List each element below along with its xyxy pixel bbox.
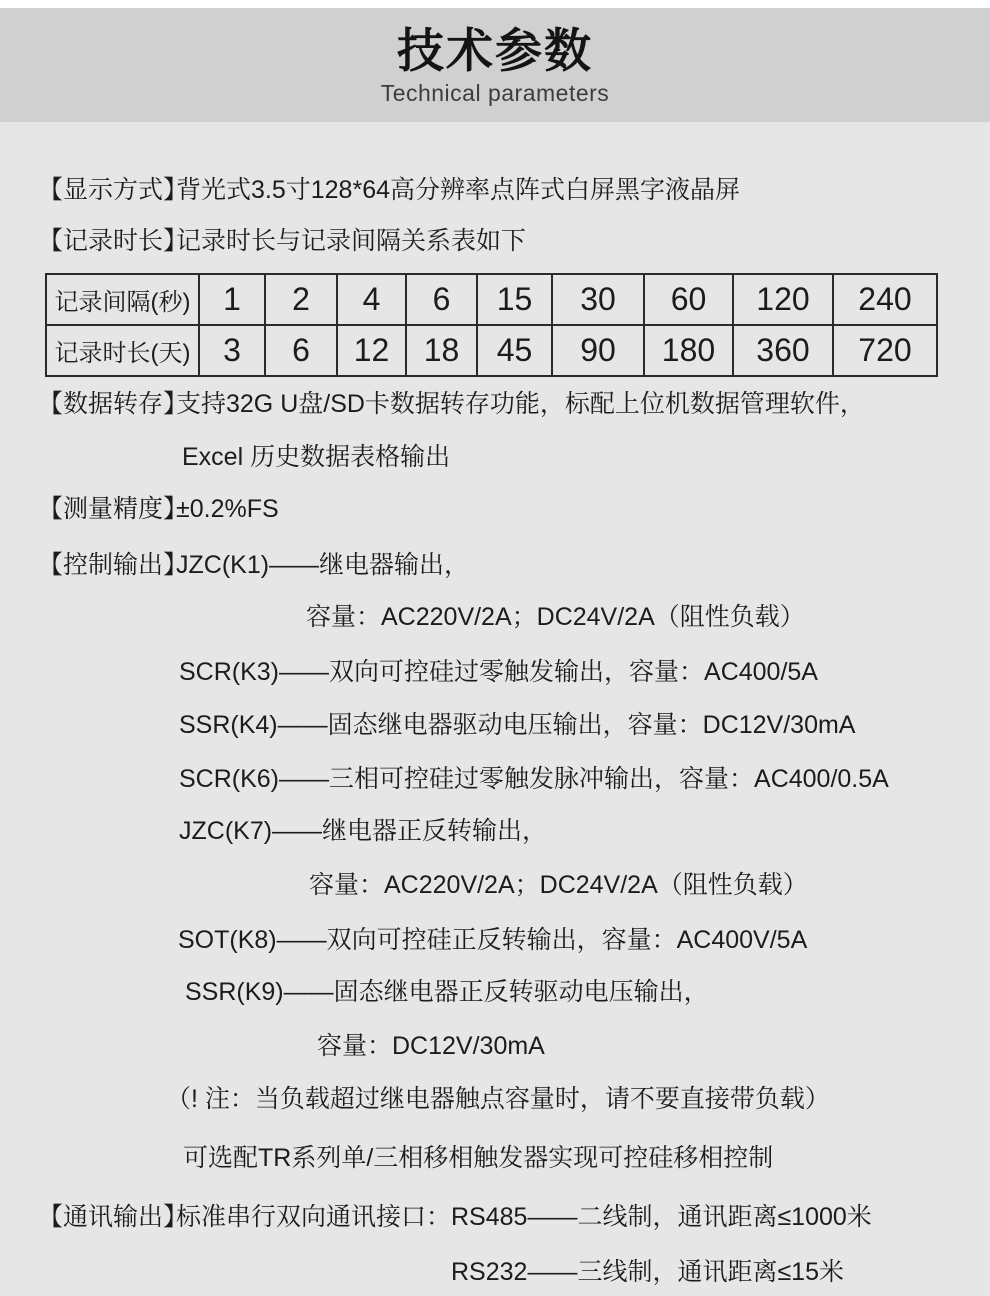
section-accuracy <box>38 492 279 526</box>
table-cell: 2 <box>265 274 337 325</box>
top-white-strip <box>0 0 990 8</box>
section-label: 【通讯输出】 <box>38 1203 189 1231</box>
capacity-text: 容量：DC12V/30mA <box>317 1032 545 1060</box>
table-cell: 45 <box>477 325 552 376</box>
control-k8 <box>178 923 807 957</box>
page-title: 技术参数 <box>397 24 593 77</box>
section-control-output <box>38 548 469 582</box>
table-cell: 12 <box>337 325 406 376</box>
table-row-duration <box>46 325 937 376</box>
comm-rs232-text: RS232——三线制，通讯距离≤15米 <box>451 1258 844 1286</box>
section-text: Excel 历史数据表格输出 <box>182 443 451 471</box>
control-load-note <box>166 1082 830 1116</box>
header-band <box>0 8 990 122</box>
row-header: 记录间隔(秒) <box>46 274 199 325</box>
table-cell: 360 <box>733 325 833 376</box>
control-k8-text: SOT(K8)——双向可控硅正反转输出，容量：AC400V/5A <box>178 926 808 954</box>
control-k4-text: SSR(K4)——固态继电器驱动电压输出，容量：DC12V/30mA <box>179 711 856 739</box>
row-header: 记录时长(天) <box>46 325 199 376</box>
section-data-transfer <box>38 387 865 421</box>
table-row-interval <box>46 274 937 325</box>
section-text: 支持32G U盘/SD卡数据转存功能，标配上位机数据管理软件， <box>176 390 865 418</box>
control-k7-capacity <box>309 868 808 902</box>
optional-text: 可选配TR系列单/三相移相触发器实现可控硅移相控制 <box>183 1144 774 1172</box>
section-comm-output <box>38 1200 872 1234</box>
table-cell: 240 <box>833 274 937 325</box>
table-cell: 30 <box>552 274 644 325</box>
table-cell: 18 <box>406 325 477 376</box>
table-cell: 4 <box>337 274 406 325</box>
section-label: 【控制输出】 <box>38 551 189 579</box>
control-k9-capacity <box>317 1029 545 1063</box>
section-label: 【测量精度】 <box>38 495 189 523</box>
section-label: 【数据转存】 <box>38 390 189 418</box>
table-cell: 6 <box>265 325 337 376</box>
page-subtitle: Technical parameters <box>380 80 610 106</box>
table-cell: 120 <box>733 274 833 325</box>
comm-rs485-text: 标准串行双向通讯接口：RS485——二线制，通讯距离≤1000米 <box>176 1203 872 1231</box>
capacity-text: 容量：AC220V/2A；DC24V/2A（阻性负载） <box>309 871 808 899</box>
control-k6 <box>179 762 889 796</box>
control-k4 <box>179 708 855 742</box>
control-k7 <box>179 814 547 848</box>
section-data-transfer-line2 <box>182 440 450 474</box>
control-k1-capacity <box>306 600 805 634</box>
table-cell: 180 <box>644 325 733 376</box>
control-k7-text: JZC(K7)——继电器正反转输出， <box>179 817 548 845</box>
table-cell: 3 <box>199 325 265 376</box>
section-label: 【显示方式】 <box>38 176 189 204</box>
record-interval-table <box>45 273 938 377</box>
control-k9 <box>185 975 709 1009</box>
control-k9-text: SSR(K9)——固态继电器正反转驱动电压输出， <box>185 978 709 1006</box>
control-k3-text: SCR(K3)——双向可控硅过零触发输出，容量：AC400/5A <box>179 658 818 686</box>
table-cell: 15 <box>477 274 552 325</box>
section-display-mode <box>38 173 740 207</box>
section-text: ±0.2%FS <box>176 495 279 523</box>
capacity-text: 容量：AC220V/2A；DC24V/2A（阻性负载） <box>306 603 805 631</box>
table-cell: 6 <box>406 274 477 325</box>
table-cell: 60 <box>644 274 733 325</box>
control-k1-text: JZC(K1)——继电器输出， <box>176 551 470 579</box>
table-cell: 90 <box>552 325 644 376</box>
control-k3 <box>179 655 818 689</box>
comm-rs232 <box>451 1255 844 1289</box>
section-record-length <box>38 224 526 258</box>
control-k6-text: SCR(K6)——三相可控硅过零触发脉冲输出，容量：AC400/0.5A <box>179 765 889 793</box>
section-text: 记录时长与记录间隔关系表如下 <box>176 227 527 255</box>
section-text: 背光式3.5寸128*64高分辨率点阵式白屏黑字液晶屏 <box>176 176 741 204</box>
note-text: （! 注：当负载超过继电器触点容量时，请不要直接带负载） <box>166 1085 830 1113</box>
table-cell: 1 <box>199 274 265 325</box>
table-cell: 720 <box>833 325 937 376</box>
control-optional-note <box>183 1141 773 1175</box>
section-label: 【记录时长】 <box>38 227 189 255</box>
